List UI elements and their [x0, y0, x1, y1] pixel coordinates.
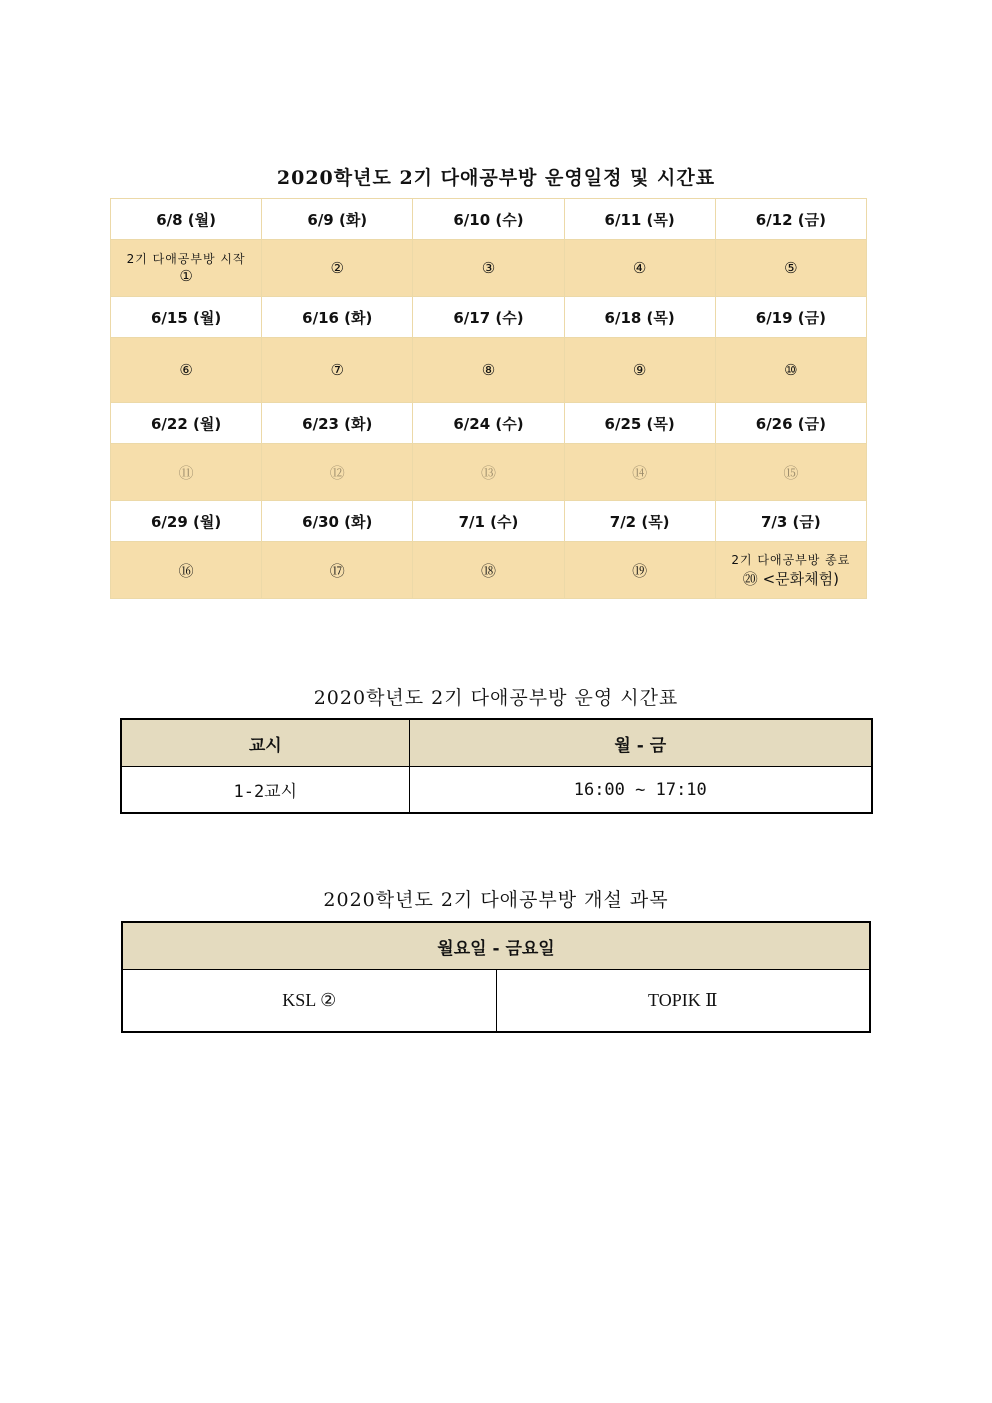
course-header-cell: 월요일 - 금요일: [122, 922, 870, 970]
date-cell: 7/1 (수): [413, 501, 564, 542]
date-cell: 6/25 (목): [564, 403, 715, 444]
session-number: ⑯: [178, 561, 194, 580]
session-cell: [413, 444, 564, 501]
culture-note: <문화체험): [762, 569, 839, 588]
schedule-table: [110, 198, 867, 599]
date-cell: 6/15 (월): [111, 297, 262, 338]
period-row: [121, 767, 872, 814]
session-number: ⑩: [784, 361, 798, 379]
date-cell: 6/8 (월): [111, 199, 262, 240]
period-cell: 1-2교시: [121, 767, 409, 814]
session-cell: [413, 240, 564, 297]
course-table-title: 2020학년도 2기 다애공부방 개설 과목: [323, 889, 669, 911]
date-cell: 6/26 (금): [715, 403, 866, 444]
session-number: ⑤: [784, 259, 798, 277]
session-cell: [564, 338, 715, 403]
date-cell: 6/24 (수): [413, 403, 564, 444]
date-row: [111, 297, 867, 338]
date-cell: 6/12 (금): [715, 199, 866, 240]
session-cell: [262, 542, 413, 599]
date-cell: 6/29 (월): [111, 501, 262, 542]
date-row: [111, 501, 867, 542]
session-number: ④: [632, 259, 647, 277]
session-cell: [715, 542, 866, 599]
session-cell: [111, 444, 262, 501]
date-cell: 6/17 (수): [413, 297, 564, 338]
end-note: 2기 다애공부방 종료: [731, 552, 851, 567]
session-cell: [111, 338, 262, 403]
date-row: [111, 199, 867, 240]
session-row: [111, 444, 867, 501]
session-row: [111, 240, 867, 297]
date-cell: 7/2 (목): [564, 501, 715, 542]
session-cell: [413, 338, 564, 403]
session-number: ⑲: [632, 561, 648, 580]
date-cell: 6/18 (목): [564, 297, 715, 338]
session-cell: [111, 542, 262, 599]
session-number: ⑨: [632, 361, 647, 379]
period-header-row: [121, 719, 872, 767]
date-cell: 7/3 (금): [715, 501, 866, 542]
time-cell: 16:00 ~ 17:10: [409, 767, 872, 814]
days-header-cell: 월 - 금: [409, 719, 872, 767]
session-number: ⑫: [329, 463, 345, 482]
session-cell: [262, 338, 413, 403]
session-number: ②: [330, 259, 344, 277]
session-number: ①: [179, 267, 193, 285]
session-cell: [564, 542, 715, 599]
session-number: ⑦: [330, 361, 344, 379]
date-cell: 6/23 (화): [262, 403, 413, 444]
session-number: ③: [481, 259, 496, 277]
course-cell: TOPIK Ⅱ: [496, 970, 870, 1033]
session-cell: [715, 444, 866, 501]
date-cell: 6/19 (금): [715, 297, 866, 338]
date-cell: 6/11 (목): [564, 199, 715, 240]
session-cell: [413, 542, 564, 599]
period-header-cell: 교시: [121, 719, 409, 767]
session-cell: [564, 240, 715, 297]
session-number: ⑬: [480, 463, 496, 482]
start-note: 2기 다애공부방 시작: [126, 252, 246, 266]
period-table-title: 2020학년도 2기 다애공부방 운영 시간표: [313, 687, 679, 709]
date-cell: 6/30 (화): [262, 501, 413, 542]
session-row: [111, 542, 867, 599]
session-cell: [262, 240, 413, 297]
course-table: [121, 921, 871, 1033]
session-number: ⑮: [783, 463, 799, 482]
session-number: ⑥: [179, 361, 193, 379]
date-cell: 6/16 (화): [262, 297, 413, 338]
session-cell: [564, 444, 715, 501]
session-cell: [111, 240, 262, 297]
course-cell: KSL ②: [122, 970, 496, 1033]
date-cell: 6/22 (월): [111, 403, 262, 444]
session-cell: [715, 338, 866, 403]
session-cell: [715, 240, 866, 297]
session-number: ⑱: [480, 561, 496, 580]
session-number: ⑪: [178, 463, 194, 482]
session-number: ⑰: [329, 561, 345, 580]
session-cell: [262, 444, 413, 501]
date-cell: 6/9 (화): [262, 199, 413, 240]
session-number: ⑭: [632, 463, 648, 482]
course-row: [122, 970, 870, 1033]
session-row: [111, 338, 867, 403]
period-table: [120, 718, 873, 814]
date-cell: 6/10 (수): [413, 199, 564, 240]
session-number: ⑧: [481, 361, 496, 379]
schedule-title: 2020학년도 2기 다애공부방 운영일정 및 시간표: [276, 167, 716, 189]
course-header-row: [122, 922, 870, 970]
session-number: ⑳: [742, 569, 758, 588]
date-row: [111, 403, 867, 444]
